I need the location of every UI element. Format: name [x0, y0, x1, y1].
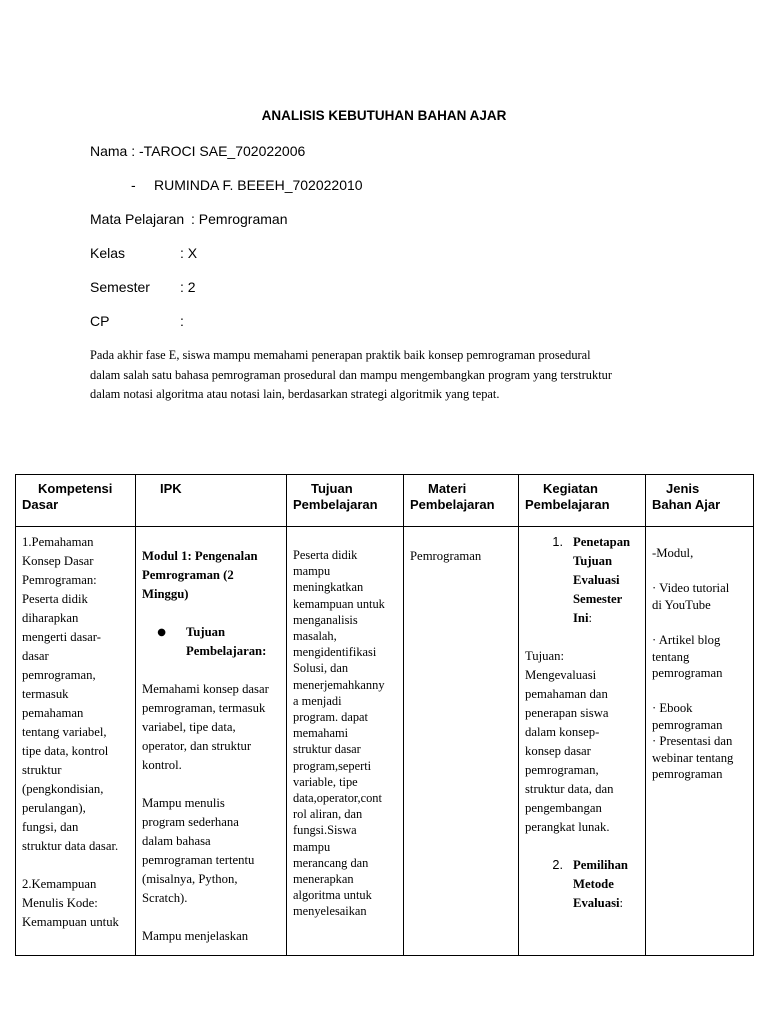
- cell-line: menerjemahkanny: [293, 677, 385, 692]
- cell-line: penerapan siswa: [525, 706, 609, 720]
- cell-line: program sederhana: [142, 815, 239, 829]
- cell-line: 2.Kemampuan: [22, 877, 97, 891]
- cell-line: Peserta didik: [22, 592, 88, 606]
- table-row: [16, 527, 754, 956]
- cell-line: masalah,: [293, 629, 337, 644]
- line-gap: [652, 681, 747, 700]
- cell-line: · Artikel blog: [652, 633, 721, 648]
- cp-label: CP: [90, 313, 110, 329]
- header-text: Kompetensi: [38, 481, 113, 496]
- cell-line: struktur data, dan: [525, 782, 614, 796]
- cell-line: Evaluasi: [573, 573, 620, 587]
- nama-line: Nama : -TAROCI SAE_702022006: [90, 143, 306, 159]
- kelas-label: Kelas: [90, 245, 126, 261]
- cell-line: pemrograman: [652, 666, 723, 681]
- cell-line: Evaluasi: [573, 896, 620, 910]
- cell-line: Mengevaluasi: [525, 668, 597, 682]
- cell-line: tentang variabel,: [22, 725, 107, 739]
- nama2-dash: -: [131, 177, 136, 193]
- cell-line: pemrograman,: [22, 668, 96, 682]
- header-text: Jenis: [666, 481, 700, 496]
- cp-paragraph: [90, 346, 690, 405]
- cell-line: mampu: [293, 839, 331, 854]
- cell-line: Mampu menjelaskan: [142, 929, 249, 943]
- list-number: 2.: [552, 858, 563, 872]
- cell-line: Ini: [573, 611, 589, 625]
- colon: :: [588, 611, 593, 625]
- cell-line: operator, dan struktur: [142, 739, 252, 753]
- cell-line: -Modul,: [652, 546, 694, 560]
- header-tujuan-pembelajaran: [287, 475, 404, 527]
- header-text: IPK: [160, 481, 182, 496]
- header-kegiatan-pembelajaran: [519, 475, 646, 527]
- cell-line: rol aliran, dan: [293, 807, 363, 822]
- table-header-row: [16, 475, 754, 527]
- header-materi-pembelajaran: [404, 475, 519, 527]
- cell-line: Solusi, dan: [293, 661, 349, 676]
- mapel-value: : Pemrograman: [191, 211, 288, 227]
- cell-line: variabel, tipe data,: [142, 720, 236, 734]
- cell-kegiatan-pembelajaran: [519, 527, 646, 956]
- cell-line: menganalisis: [293, 612, 358, 627]
- cell-line: fungsi.Siswa: [293, 823, 357, 838]
- cell-line: tipe data, kontrol: [22, 744, 109, 758]
- materi-text: Pemrograman: [410, 549, 482, 563]
- cell-line: (pengkondisian,: [22, 782, 104, 796]
- cell-line: program,seperti: [293, 758, 372, 773]
- cell-line: · Ebook: [652, 701, 693, 716]
- cell-line: menerapkan: [293, 872, 354, 887]
- cell-line: Pemrograman (2: [142, 568, 234, 582]
- cell-line: konsep dasar: [525, 744, 591, 758]
- cell-line: Tujuan:: [525, 649, 565, 663]
- cell-line: meningkatkan: [293, 580, 364, 595]
- cell-line: Pemilihan: [573, 858, 628, 872]
- cell-line: struktur dasar: [293, 742, 361, 757]
- semester-label: Semester: [90, 279, 150, 295]
- cell-line: Kemampuan untuk: [22, 915, 119, 929]
- cell-line: Metode: [573, 877, 614, 891]
- cell-ipk: [136, 527, 287, 956]
- cp-line: dalam salah satu bahasa pemrograman prosedural dan mampu mengembangkan program yang terstruktur: [90, 367, 612, 382]
- kelas-value: : X: [180, 245, 198, 261]
- cell-line: diharapkan: [22, 611, 79, 625]
- cell-line: Konsep Dasar: [22, 554, 94, 568]
- cell-line: mengidentifikasi: [293, 645, 377, 660]
- header-ipk: [136, 475, 287, 527]
- line-gap: [652, 613, 747, 632]
- header-text: Pembelajaran: [525, 497, 610, 512]
- cell-line: kontrol.: [142, 758, 182, 772]
- semester-value: : 2: [180, 279, 196, 295]
- cell-line: 1.Pemahaman: [22, 535, 94, 549]
- cell-line: perulangan),: [22, 801, 86, 815]
- header-kompetensi-dasar: [16, 475, 136, 527]
- cell-line: pemahaman dan: [525, 687, 608, 701]
- cell-line: Peserta didik: [293, 548, 358, 562]
- cell-line: Menulis Kode:: [22, 896, 98, 910]
- cell-line: pemrograman: [652, 767, 723, 782]
- cell-materi-pembelajaran: [404, 527, 519, 956]
- mapel-label: Mata Pelajaran: [90, 211, 185, 227]
- cell-line: Tujuan: [186, 625, 226, 639]
- header-text: Tujuan: [311, 481, 353, 496]
- cell-line: (misalnya, Python,: [142, 872, 238, 886]
- cell-line: a menjadi: [293, 693, 342, 708]
- cell-line: mampu: [293, 564, 331, 579]
- cell-line: dalam konsep-: [525, 725, 600, 739]
- cell-tujuan-pembelajaran: [287, 527, 404, 956]
- cell-jenis-bahan-ajar: [646, 527, 754, 956]
- cell-line: pemrograman, termasuk: [142, 701, 266, 715]
- cell-line: webinar tentang: [652, 750, 734, 765]
- header-text: Materi: [428, 481, 467, 496]
- cell-line: Tujuan: [573, 554, 613, 568]
- cell-line: Penetapan: [573, 535, 631, 549]
- analysis-table: [15, 474, 754, 956]
- cell-line: pemrograman: [652, 717, 723, 732]
- cell-line: kemampuan untuk: [293, 596, 385, 611]
- header-jenis-bahan-ajar: [646, 475, 754, 527]
- header-text: Kegiatan: [543, 481, 598, 496]
- cell-line: fungsi, dan: [22, 820, 79, 834]
- cell-line: perangkat lunak.: [525, 820, 610, 834]
- line-gap: [22, 856, 129, 875]
- cell-kompetensi-dasar: [16, 527, 136, 956]
- cell-line: · Presentasi dan: [652, 734, 733, 749]
- cell-line: Pemrograman:: [22, 573, 97, 587]
- cell-line: di YouTube: [652, 597, 711, 612]
- cell-line: pemrograman tertentu: [142, 853, 255, 867]
- cell-line: menyelesaikan: [293, 904, 367, 919]
- cell-line: algoritma untuk: [293, 888, 372, 903]
- line-gap: [652, 561, 747, 580]
- bullet-icon: ●: [157, 627, 166, 638]
- colon: :: [619, 896, 624, 910]
- document-title: ANALISIS KEBUTUHAN BAHAN AJAR: [261, 108, 507, 123]
- cell-line: merancang dan: [293, 855, 369, 870]
- cell-line: dasar: [22, 649, 49, 663]
- cell-line: program. dapat: [293, 710, 369, 725]
- cell-line: tentang: [652, 649, 690, 664]
- cell-line: pemahaman: [22, 706, 84, 720]
- cell-line: Scratch).: [142, 891, 188, 905]
- cell-line: variable, tipe: [293, 774, 358, 789]
- cell-line: Modul 1: Pengenalan: [142, 549, 258, 563]
- nama2-value: RUMINDA F. BEEEH_702022010: [154, 177, 363, 193]
- cell-line: termasuk: [22, 687, 69, 701]
- cell-line: Mampu menulis: [142, 796, 225, 810]
- cell-line: dalam bahasa: [142, 834, 211, 848]
- cp-line: Pada akhir fase E, siswa mampu memahami penerapan praktik baik konsep pemrograman prosedural: [90, 348, 591, 362]
- cell-line: struktur data dasar.: [22, 839, 119, 853]
- cell-line: pengembangan: [525, 801, 602, 815]
- line-gap: [142, 908, 280, 927]
- header-text: Pembelajaran: [293, 497, 378, 512]
- cp-value: :: [180, 313, 184, 329]
- header-text: Bahan Ajar: [652, 497, 721, 512]
- cp-line: dalam notasi algoritma atau notasi lain, berdasarkan strategi algoritmik yang tepat.: [90, 387, 500, 401]
- cell-line: data,operator,cont: [293, 791, 382, 806]
- cell-line: struktur: [22, 763, 62, 777]
- cell-line: pemrograman,: [525, 763, 599, 777]
- list-number: 1.: [552, 535, 563, 549]
- line-gap: [142, 775, 280, 794]
- cell-line: mengerti dasar-: [22, 630, 102, 644]
- cell-line: Minggu): [142, 587, 189, 601]
- cell-line: memahami: [293, 726, 349, 741]
- header-text: Dasar: [22, 497, 59, 512]
- cell-line: Semester: [573, 592, 623, 606]
- cell-line: Memahami konsep dasar: [142, 682, 269, 696]
- header-text: Pembelajaran: [410, 497, 495, 512]
- cell-line: Pembelajaran:: [186, 644, 267, 658]
- cell-line: · Video tutorial: [652, 581, 730, 596]
